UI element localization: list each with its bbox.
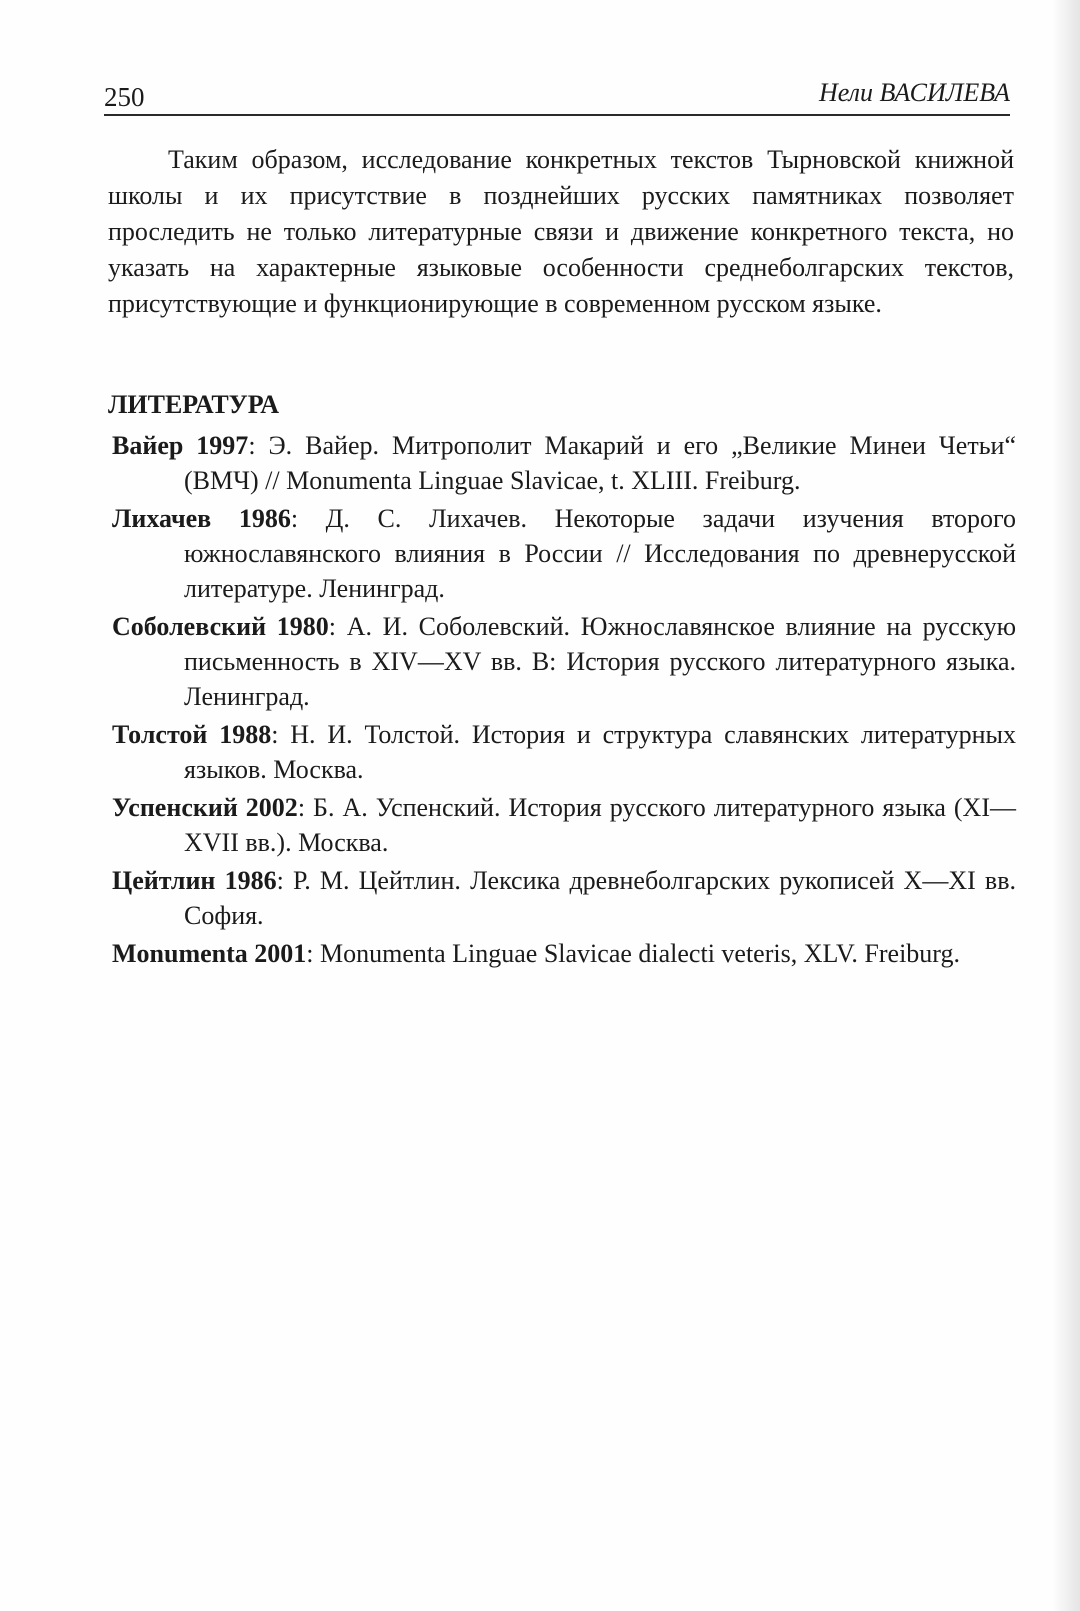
bibliography-entry bbox=[112, 609, 1016, 714]
bibliography-entry-key: Соболевский 1980 bbox=[112, 612, 329, 641]
bibliography-entry-text: : Д. С. Лихачев. Некоторые задачи изучения второго южнославянского влияния в России // Исследования по древнерусской литературе. Ленинград. bbox=[184, 504, 1016, 603]
page-edge-shadow bbox=[1052, 0, 1080, 1611]
bibliography-entry bbox=[112, 863, 1016, 933]
page-number: 250 bbox=[104, 82, 145, 112]
bibliography-entry bbox=[112, 501, 1016, 606]
bibliography-list bbox=[112, 428, 1016, 974]
bibliography-entry bbox=[112, 936, 1016, 971]
references-heading: ЛИТЕРАТУРА bbox=[108, 390, 280, 419]
bibliography-entry-text: : Э. Вайер. Митрополит Макарий и его „Великие Минеи Четьи“ (ВМЧ) // Monumenta Linguae Slavicae, t. XLIII. Freiburg. bbox=[184, 431, 1017, 495]
bibliography-entry-text: : Н. И. Толстой. История и структура славянских литературных языков. Москва. bbox=[184, 720, 1016, 784]
bibliography-entry bbox=[112, 717, 1016, 787]
bibliography-entry-key: Вайер 1997 bbox=[112, 431, 249, 460]
header-rule bbox=[104, 114, 1010, 116]
bibliography-entry-key: Успенский 2002 bbox=[112, 793, 298, 822]
bibliography-entry-key: Толстой 1988 bbox=[112, 720, 272, 749]
bibliography-entry-key: Лихачев 1986 bbox=[112, 504, 291, 533]
concluding-paragraph: Таким образом, исследование конкретных текстов Тырновской книжной школы и их присутствие в позднейших русских памятниках позволяет проследить не только литературные связи и движение конкретного текста, но указать на характерные языковые особенности среднеболгарских текстов, присутствующие и функционирующие в современном русском языке. bbox=[108, 145, 1014, 318]
bibliography-entry-text: : Р. М. Цейтлин. Лексика древнеболгарских рукописей X—XI вв. София. bbox=[184, 866, 1016, 930]
bibliography-entry bbox=[112, 790, 1016, 860]
bibliography-entry-key: Цейтлин 1986 bbox=[112, 866, 277, 895]
bibliography-entry-text: : А. И. Соболевский. Южнославянское влияние на русскую письменность в XIV—XV вв. В: История русского литературного языка. Ленинград. bbox=[184, 612, 1016, 711]
running-head-author: Нели ВАСИЛЕВА bbox=[818, 78, 1010, 107]
bibliography-entry-text: : Monumenta Linguae Slavicae dialecti veteris, XLV. Freiburg. bbox=[306, 939, 960, 968]
bibliography-entry-key: Monumenta 2001 bbox=[112, 939, 307, 968]
bibliography-entry-text: : Б. А. Успенский. История русского литературного языка (XI—XVII вв.). Москва. bbox=[184, 793, 1016, 857]
bibliography-entry bbox=[112, 428, 1016, 498]
page-header bbox=[104, 74, 1010, 114]
